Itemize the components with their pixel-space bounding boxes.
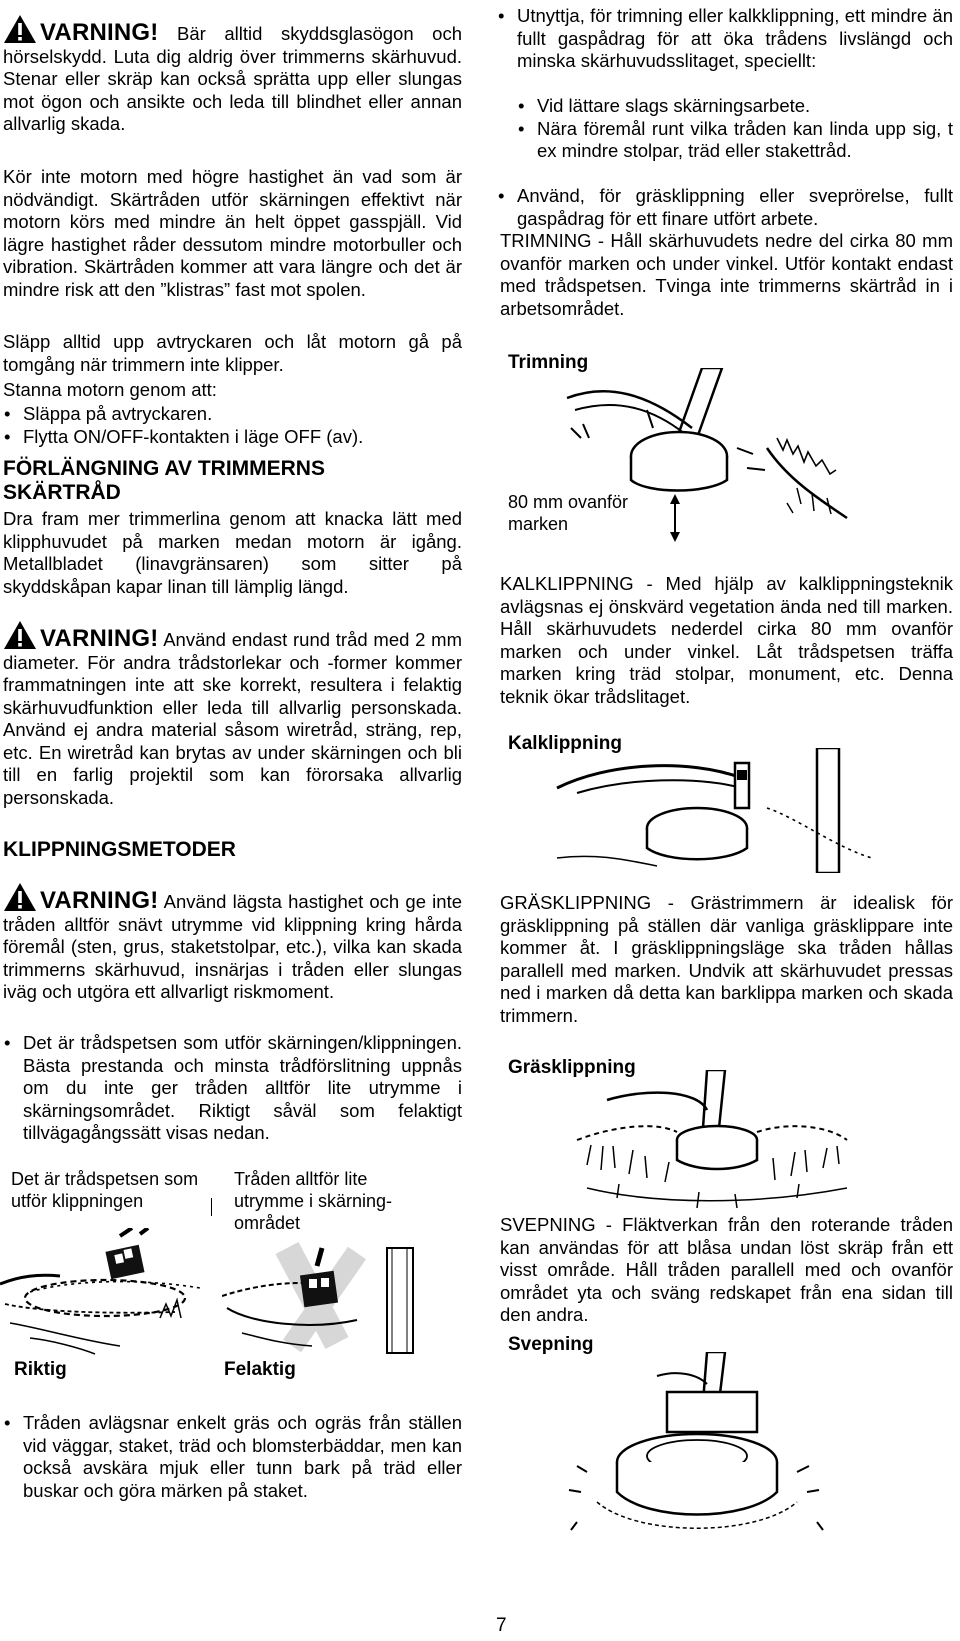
divider bbox=[211, 1198, 212, 1216]
warning-word: VARNING! bbox=[40, 887, 159, 914]
height-arrow-icon bbox=[670, 494, 680, 542]
label-height-above-ground: 80 mm ovanför marken bbox=[508, 492, 629, 534]
bullet-line-tip bbox=[3, 1032, 462, 1145]
figure-incorrect-trimming bbox=[222, 1228, 437, 1358]
paragraph-extend-line: Dra fram mer trimmerlina genom att knacka lätt med klipphuvudet på marken medan motorn är igång. Metallbladet (linavgränsaren) som sitter på skyddskåpan kapar linan till lämplig längd. bbox=[3, 508, 462, 597]
figure-sweeping bbox=[557, 1352, 837, 1552]
warning-line-diameter bbox=[3, 620, 462, 809]
figure-label-incorrect: Tråden alltför lite utrymme i skärning-området bbox=[234, 1169, 393, 1233]
list-item: • Utnyttja, för trimning eller kalkklippning, ett mindre än fullt gaspådrag för att öka trådens livslängd och minska skärhuvudsslitaget, speciellt: bbox=[497, 5, 953, 73]
warning-triangle-icon bbox=[3, 620, 37, 650]
warning-word: VARNING! bbox=[40, 625, 159, 652]
list-item: • Tråden avlägsnar enkelt gräs och ogräs från ställen vid väggar, staket, träd och blomsterbäddar, men kan också avskära mjuk eller tunn bark på träd eller buskar och göra märken på staket. bbox=[3, 1412, 462, 1502]
list-item: • Nära föremål runt vilka tråden kan linda upp sig, t ex mindre stolpar, träd eller stakettråd. bbox=[497, 118, 953, 163]
figure-correct-trimming bbox=[0, 1228, 215, 1358]
page-number: 7 bbox=[496, 1615, 507, 1636]
stop-engine-list bbox=[3, 403, 462, 448]
list-item: • Flytta ON/OFF-kontakten i läge OFF (av). bbox=[3, 426, 462, 449]
warning-text: Bär alltid skyddsglasögon och hörselskydd. Luta dig aldrig över trimmerns skärhuvud. Stenar eller skräp kan också sprätta upp eller slungas mot ögon och ansikte och leda till blindhet eller annan allvarlig skada. bbox=[3, 23, 462, 134]
list-item: • Använd, för gräsklippning eller sveprörelse, fullt gaspådrag för ett finare utfört arbete. bbox=[497, 185, 953, 230]
figure-mowing bbox=[557, 1070, 857, 1220]
caption-mowing: Gräsklippning bbox=[508, 1057, 636, 1078]
bullet-full-throttle bbox=[497, 185, 953, 230]
stop-engine-intro: Stanna motorn genom att: bbox=[3, 379, 217, 400]
figure-label-correct: Det är trådspetsen som utför klippningen bbox=[11, 1169, 199, 1211]
heading-extend-line: FÖRLÄNGNING AV TRIMMERNS SKÄRTRÅD bbox=[3, 457, 325, 504]
warning-text: Använd lägsta hastighet och ge inte tråden alltför snävt utrymme vid klippning kring hårda föremål (sten, grus, staketstolpar, etc.), vilka kan skada trimmerns skärhuvud, insnärjas i tråden eller slungas iväg och utgöra ett allvarligt riskmoment. bbox=[3, 891, 462, 1002]
caption-scalping: Kalklippning bbox=[508, 733, 622, 754]
warning-triangle-icon bbox=[3, 14, 37, 44]
warning-word: VARNING! bbox=[40, 19, 159, 46]
caption-sweeping: Svepning bbox=[508, 1334, 594, 1355]
list-item: • Släppa på avtryckaren. bbox=[3, 403, 462, 426]
warning-text: Använd endast rund tråd med 2 mm diameter. För andra trådstorlekar och -former kommer frammatningen inte att ske korrekt, resultera i felaktig skärhuvudfunktion eller leda till allvarlig personskada. Använd ej andra material såsom wiretråd, sträng, rep, etc. En wiretråd kan brytas av under skärningen och bli till en farlig projektil som kan förorsaka allvarlig personskada. bbox=[3, 629, 462, 808]
paragraph-sweeping: SVEPNING - Fläktverkan från den roterande tråden kan användas för att blåsa undan löst skräp från ett visst område. Håll tråden parallell med och ovanför området yta och sväng redskapet från ena sidan till den andra. bbox=[500, 1214, 953, 1325]
paragraph-scalping: KALKLIPPNING - Med hjälp av kalklippningsteknik avlägsnas ej önskvärd vegetation ända ned till marken. Håll skärhuvudets nederdel cirka 80 mm ovanför marken och under vinkel. Låt trådspetsen träffa marken kring träd stolpar, monument, etc. Denna teknik ökar trådslitaget. bbox=[500, 573, 953, 707]
sub-list-throttle bbox=[497, 95, 953, 163]
warning-low-speed bbox=[3, 882, 462, 1004]
warning-triangle-icon bbox=[3, 882, 37, 912]
paragraph-speed: Kör inte motorn med högre hastighet än vad som är nödvändigt. Skärtråden utför skärningen effektivt när motorn körs med mindre än helt öppet gasspjäll. Vid lägre hastighet råder dessutom mindre motorbuller och vibration. Skärtråden kommer att vara längre och det är mindre risk att den ”klistras” fast mot spolen. bbox=[3, 166, 462, 300]
bullet-line-removes bbox=[3, 1412, 462, 1502]
caption-correct: Riktig bbox=[14, 1359, 67, 1380]
paragraph-release-trigger: Släpp alltid upp avtryckaren och låt motorn gå på tomgång när trimmern inte klipper. bbox=[3, 331, 462, 375]
bullet-throttle bbox=[497, 5, 953, 73]
caption-incorrect: Felaktig bbox=[224, 1359, 296, 1380]
list-item: • Det är trådspetsen som utför skärningen/klippningen. Bästa prestanda och minsta trådförslitning uppnås om du inte ger tråden alltför lite utrymme i skärningsområdet. Riktigt såväl som felaktigt tillvägagångssätt visas nedan. bbox=[3, 1032, 462, 1145]
caption-trimming: Trimning bbox=[508, 352, 589, 373]
figure-scalping bbox=[537, 748, 877, 873]
list-item: • Vid lättare slags skärningsarbete. bbox=[497, 95, 953, 118]
paragraph-trimming: TRIMNING - Håll skärhuvudets nedre del cirka 80 mm ovanför marken och under vinkel. Utför kontakt endast med trådspetsen. Tvinga inte trimmerns skärtråd in i arbetsområdet. bbox=[500, 230, 953, 319]
heading-cutting-methods: KLIPPNINGSMETODER bbox=[3, 838, 236, 861]
warning-safety bbox=[3, 14, 462, 136]
paragraph-mowing: GRÄSKLIPPNING - Grästrimmern är idealisk för gräsklippning på ställen där vanliga gräsklippare inte kommer åt. I gräsklippningsläge ska tråden hållas parallell med marken. Undvik att skärhuvudet pressas ned i marken då detta kan barklippa marken och skada trimmern. bbox=[500, 892, 953, 1026]
